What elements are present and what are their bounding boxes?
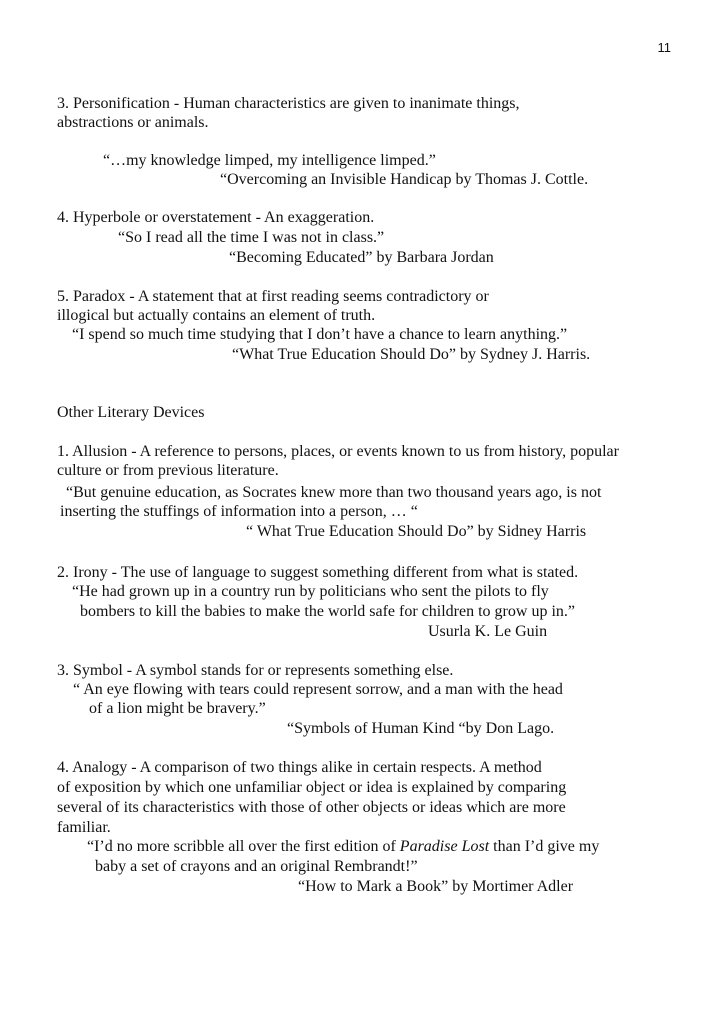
personification-definition-line-2: abstractions or animals. <box>57 114 209 131</box>
analogy-source: “How to Mark a Book” by Mortimer Adler <box>298 878 574 895</box>
irony-quote-line-2: bombers to kill the babies to make the world safe for children to grow up in.” <box>80 603 575 620</box>
personification-definition-line-1: 3. Personification - Human characteristics are given to inanimate things, <box>57 95 520 112</box>
symbol-quote-line-1: “ An eye flowing with tears could represent sorrow, and a man with the head <box>73 681 563 698</box>
irony-definition: 2. Irony - The use of language to suggest something different from what is stated. <box>57 564 579 581</box>
analogy-quote-line-1 <box>87 837 599 857</box>
personification-quote: “…my knowledge limped, my intelligence limped.” <box>103 152 436 169</box>
other-devices-heading: Other Literary Devices <box>57 404 205 421</box>
hyperbole-quote: “So I read all the time I was not in class.” <box>118 229 385 246</box>
hyperbole-source: “Becoming Educated” by Barbara Jordan <box>229 249 494 266</box>
page-number: 11 <box>657 40 671 55</box>
analogy-definition-line-1: 4. Analogy - A comparison of two things alike in certain respects. A method <box>57 759 542 776</box>
allusion-definition-line-1: 1. Allusion - A reference to persons, places, or events known to us from history, popular <box>57 443 619 460</box>
paradox-definition-line-2: illogical but actually contains an element of truth. <box>57 307 376 324</box>
symbol-definition: 3. Symbol - A symbol stands for or represents something else. <box>57 662 454 679</box>
analogy-definition-line-4: familiar. <box>57 819 111 836</box>
allusion-source: “ What True Education Should Do” by Sidney Harris <box>246 523 587 540</box>
allusion-definition-line-2: culture or from previous literature. <box>57 462 279 479</box>
irony-source: Usurla K. Le Guin <box>428 623 548 640</box>
analogy-definition-line-3: several of its characteristics with those of other objects or ideas which are more <box>57 799 566 816</box>
allusion-quote-line-1: “But genuine education, as Socrates knew more than two thousand years ago, is not <box>66 484 602 501</box>
analogy-quote-line-2: baby a set of crayons and an original Rembrandt!” <box>95 858 418 875</box>
analogy-quote-text-after: than I’d give my <box>489 838 600 855</box>
analogy-quote-book-title: Paradise Lost <box>399 838 490 855</box>
analogy-definition-line-2: of exposition by which one unfamiliar object or idea is explained by comparing <box>57 779 567 796</box>
paradox-definition-line-1: 5. Paradox - A statement that at first reading seems contradictory or <box>57 288 489 305</box>
symbol-quote-line-2: of a lion might be bravery.” <box>89 700 266 717</box>
symbol-source: “Symbols of Human Kind “by Don Lago. <box>287 720 555 737</box>
personification-source: “Overcoming an Invisible Handicap by Thomas J. Cottle. <box>220 171 589 188</box>
hyperbole-definition: 4. Hyperbole or overstatement - An exaggeration. <box>57 209 375 226</box>
analogy-quote-text-before: “I’d no more scribble all over the first edition of <box>87 838 400 855</box>
allusion-quote-line-2: inserting the stuffings of information into a person, … “ <box>60 503 418 520</box>
irony-quote-line-1: “He had grown up in a country run by politicians who sent the pilots to fly <box>72 583 549 600</box>
paradox-quote: “I spend so much time studying that I don’t have a chance to learn anything.” <box>72 326 568 343</box>
paradox-source: “What True Education Should Do” by Sydney J. Harris. <box>232 346 591 363</box>
